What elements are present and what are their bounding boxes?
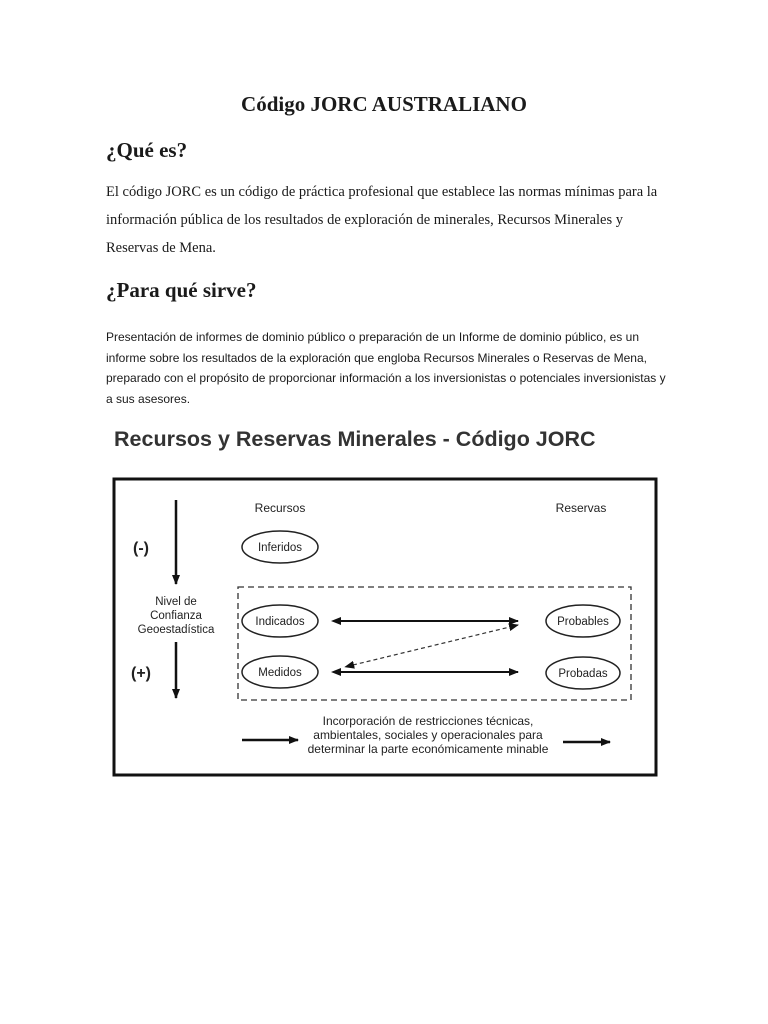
reservas-header: Reservas [555,501,607,515]
medidos-label: Medidos [258,667,302,679]
note-line-2: ambientales, sociales y operacionales para [313,728,543,742]
probables-label: Probables [557,616,609,628]
heading-que-es: ¿Qué es? [106,138,188,162]
figure-title: Recursos y Reservas Minerales - Código JORC [114,427,596,451]
jorc-diagram [108,420,660,787]
confidence-label-1: Nivel de [155,596,197,608]
indicados-label: Indicados [255,616,305,628]
jorc-diagram-svg [108,420,660,782]
note-line-1: Incorporación de restricciones técnicas, [322,714,534,728]
inferidos-label: Inferidos [257,542,303,554]
note-line-3: determinar la parte económicamente minable [307,742,549,756]
jorc-code-link[interactable]: El código JORC [106,184,202,200]
heading-para-que-sirve: ¿Para qué sirve? [106,278,257,302]
confidence-label-3: Geoestadística [137,624,215,636]
paragraph-que-es-text: es un código de práctica profesional que establece las normas mínimas para la información pública de los resultados de exploración de minerales, Recursos Minerales y Reservas de Mena. [106,184,658,256]
plus-sign: (+) [131,665,151,682]
probadas-label: Probadas [558,668,608,680]
paragraph-para-que-sirve: Presentación de informes de dominio público o preparación de un Informe de dominio público, es un informe sobre los resultados de la exploración que engloba Recursos Minerales o Reservas de Mena, preparado con el propósito de proporcionar información a los inversionistas o potenciales inversionistas y a sus asesores. [106,330,666,406]
minus-sign: (-) [133,540,149,557]
paragraph-que-es [106,178,666,262]
document-title: Código JORC AUSTRALIANO [241,92,527,116]
confidence-label-2: Confianza [150,610,202,622]
recursos-header: Recursos [254,501,306,515]
medidos-probables-dashed-arrow [353,625,518,665]
